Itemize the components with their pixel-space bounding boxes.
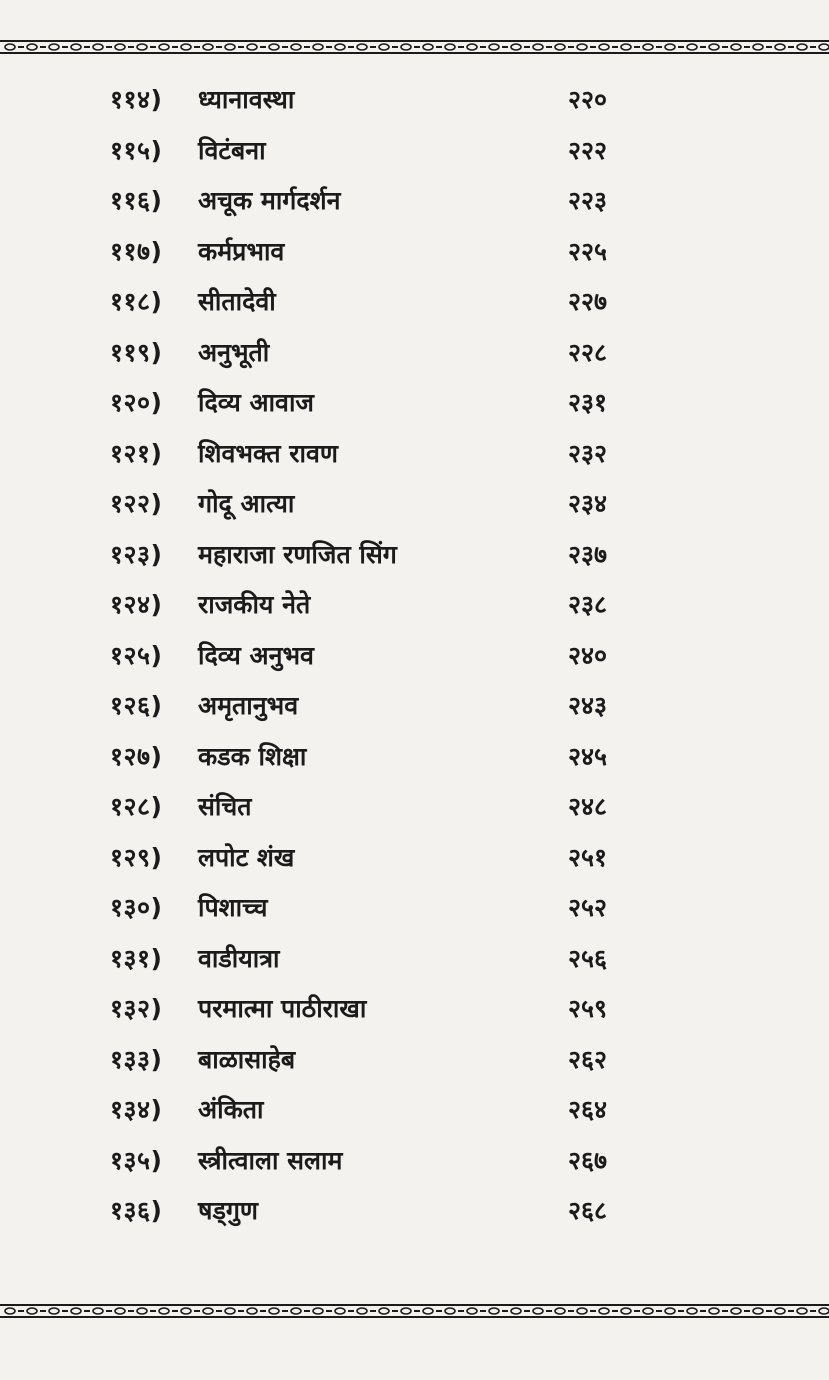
entry-number: १२८)	[110, 792, 163, 821]
entry-title: वाडीयात्रा	[198, 944, 280, 973]
entry-page-number: २५९	[568, 994, 608, 1023]
toc-entry	[0, 890, 829, 936]
entry-number: १३२)	[110, 994, 163, 1023]
toc-entry	[0, 436, 829, 482]
entry-title: विटंबना	[198, 136, 266, 165]
entry-number: १२५)	[110, 641, 163, 670]
entry-number: १२९)	[110, 843, 163, 872]
entry-number: १३४)	[110, 1095, 163, 1124]
entry-page-number: २२५	[568, 237, 608, 266]
toc-entry	[0, 234, 829, 280]
top-decorative-border	[0, 40, 829, 54]
toc-entry	[0, 638, 829, 684]
toc-entry	[0, 1042, 829, 1088]
toc-entry	[0, 284, 829, 330]
toc-entry	[0, 789, 829, 835]
entry-page-number: २४०	[568, 641, 608, 670]
toc-entry	[0, 1092, 829, 1138]
entry-number: १२३)	[110, 540, 163, 569]
entry-page-number: २३८	[568, 590, 608, 619]
entry-number: ११५)	[110, 136, 163, 165]
entry-page-number: २४५	[568, 742, 608, 771]
entry-page-number: २५१	[568, 843, 608, 872]
toc-entry	[0, 840, 829, 886]
entry-number: ११६)	[110, 186, 163, 215]
entry-page-number: २२३	[568, 186, 608, 215]
toc-entry	[0, 739, 829, 785]
entry-number: १२०)	[110, 388, 163, 417]
entry-number: ११४)	[110, 85, 163, 114]
entry-title: महाराजा रणजित सिंग	[198, 540, 397, 569]
entry-page-number: २५६	[568, 944, 608, 973]
toc-entry	[0, 941, 829, 987]
entry-title: बाळासाहेब	[198, 1045, 296, 1074]
entry-title: लपोट शंख	[198, 843, 295, 872]
entry-page-number: २५२	[568, 893, 608, 922]
entry-page-number: २२२	[568, 136, 608, 165]
toc-entry	[0, 1193, 829, 1239]
toc-entry	[0, 183, 829, 229]
entry-title: दिव्य अनुभव	[198, 641, 314, 670]
entry-page-number: २३१	[568, 388, 608, 417]
toc-entry	[0, 1143, 829, 1189]
entry-number: १२२)	[110, 489, 163, 518]
entry-page-number: २६४	[568, 1095, 608, 1124]
entry-title: संचित	[198, 792, 252, 821]
entry-title: कडक शिक्षा	[198, 742, 307, 771]
entry-page-number: २३२	[568, 439, 608, 468]
toc-entry	[0, 335, 829, 381]
entry-number: १२४)	[110, 590, 163, 619]
entry-page-number: २६२	[568, 1045, 608, 1074]
entry-number: १३५)	[110, 1146, 163, 1175]
toc-entry	[0, 133, 829, 179]
entry-title: षड्गुण	[198, 1196, 258, 1225]
entry-title: पिशाच्च	[198, 893, 268, 922]
entry-page-number: २६८	[568, 1196, 608, 1225]
entry-title: सीतादेवी	[198, 287, 276, 316]
entry-page-number: २३७	[568, 540, 608, 569]
bottom-decorative-border	[0, 1304, 829, 1318]
entry-number: १२६)	[110, 691, 163, 720]
entry-title: दिव्य आवाज	[198, 388, 314, 417]
entry-title: अचूक मार्गदर्शन	[198, 186, 341, 215]
toc-entry	[0, 82, 829, 128]
entry-title: ध्यानावस्था	[198, 85, 295, 114]
entry-number: १३६)	[110, 1196, 163, 1225]
entry-number: ११८)	[110, 287, 163, 316]
entry-title: शिवभक्त रावण	[198, 439, 338, 468]
entry-page-number: २४३	[568, 691, 608, 720]
toc-entry	[0, 991, 829, 1037]
entry-page-number: २६७	[568, 1146, 608, 1175]
entry-title: स्त्रीत्वाला सलाम	[198, 1146, 343, 1175]
entry-number: १३०)	[110, 893, 163, 922]
toc-entry	[0, 385, 829, 431]
entry-number: १३१)	[110, 944, 163, 973]
entry-number: १३३)	[110, 1045, 163, 1074]
entry-title: अंकिता	[198, 1095, 264, 1124]
entry-title: अनुभूती	[198, 338, 270, 367]
entry-title: राजकीय नेते	[198, 590, 311, 619]
entry-number: ११९)	[110, 338, 163, 367]
toc-entry	[0, 537, 829, 583]
entry-number: १२७)	[110, 742, 163, 771]
entry-title: कर्मप्रभाव	[198, 237, 285, 266]
entry-page-number: २४८	[568, 792, 608, 821]
entry-page-number: २२७	[568, 287, 608, 316]
toc-entry	[0, 587, 829, 633]
entry-title: अमृतानुभव	[198, 691, 299, 720]
entry-title: परमात्मा पाठीराखा	[198, 994, 367, 1023]
entry-page-number: २२८	[568, 338, 608, 367]
entry-number: ११७)	[110, 237, 163, 266]
toc-entry	[0, 688, 829, 734]
entry-number: १२१)	[110, 439, 163, 468]
entry-page-number: २२०	[568, 85, 608, 114]
toc-entry	[0, 486, 829, 532]
entry-title: गोदू आत्या	[198, 489, 295, 518]
entry-page-number: २३४	[568, 489, 608, 518]
